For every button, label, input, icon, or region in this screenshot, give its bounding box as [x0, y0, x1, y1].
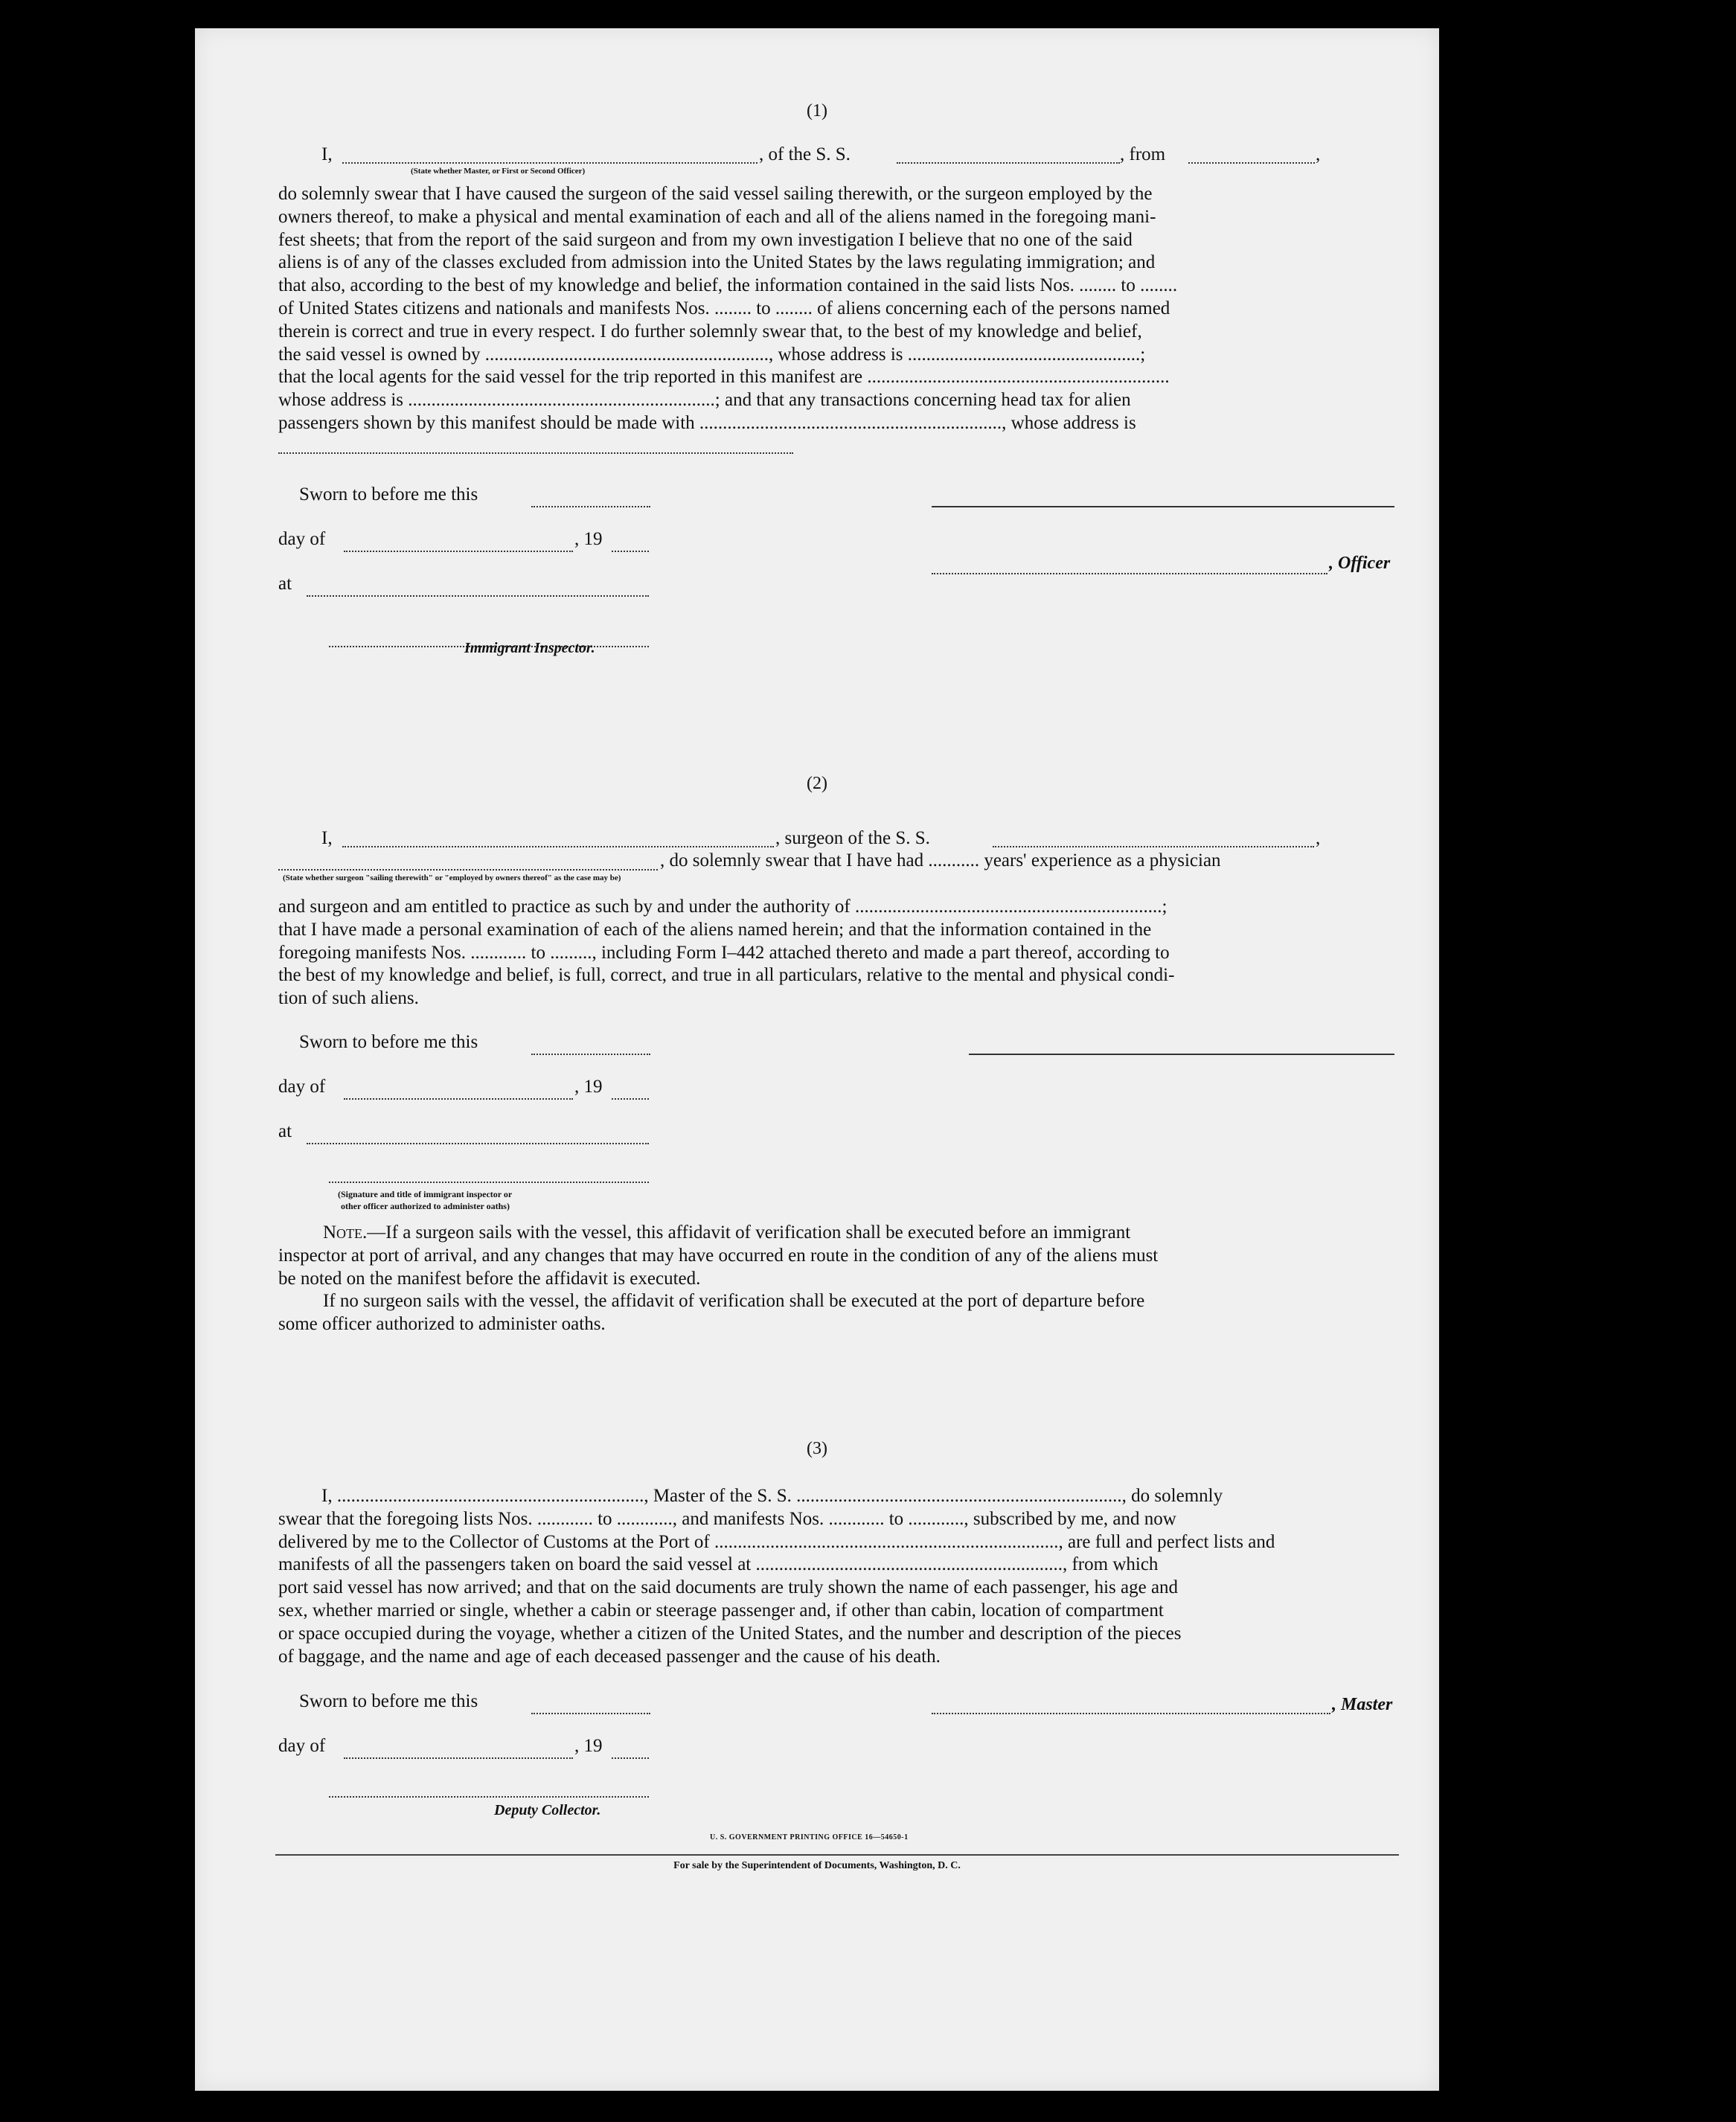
para-line: fest sheets; that from the report of the said surgeon and from my own investigation I believe that no one of the said: [278, 229, 1133, 250]
year-field-1[interactable]: [612, 536, 649, 552]
note-label: Note.: [323, 1222, 368, 1243]
para-line: owners thereof, to make a physical and mental examination of each and all of the aliens named in the foregoing mani-: [278, 206, 1156, 227]
sworn-date-field-2[interactable]: [531, 1039, 650, 1055]
day-of-label-3: day of: [278, 1736, 326, 1756]
year-label-1: , 19: [574, 529, 603, 549]
at-field-2[interactable]: [307, 1128, 649, 1144]
punch-hole: [1447, 570, 1488, 612]
para-line: the best of my knowledge and belief, is full, correct, and true in all particulars, relative to the mental and physical condi-: [278, 965, 1175, 986]
note-line: some officer authorized to administer oaths.: [278, 1314, 606, 1335]
para-line: that the local agents for the said vessel for the trip reported in this manifest are .................................................................: [278, 367, 1170, 388]
punch-hole: [1473, 1873, 1515, 1915]
para-line: that I have made a personal examination of each of the aliens named herein; and that the information contained in the: [278, 919, 1152, 940]
para-line: of baggage, and the name and age of each deceased passenger and the cause of his death.: [278, 1646, 941, 1667]
para-line: port said vessel has now arrived; and that on the said documents are truly shown the name of each passenger, his age and: [278, 1577, 1179, 1598]
year-field-3[interactable]: [612, 1743, 649, 1759]
sworn-label-2: Sworn to before me this: [299, 1032, 478, 1052]
sig-note-2: other officer authorized to administer oaths): [341, 1201, 510, 1211]
para-line: swear that the foregoing lists Nos. ............ to ............, and manifests Nos. ............ to ............, subscribed by me, and now: [278, 1508, 1176, 1529]
officer-field[interactable]: [342, 147, 758, 164]
section2-paragraph: [278, 896, 1402, 1010]
note-line: If no surgeon sails with the vessel, the affidavit of verification shall be executed at the port of departure before: [323, 1291, 1145, 1312]
officer-signature-line-top: [932, 506, 1394, 507]
section1-from-label: , from: [1120, 144, 1166, 164]
para-line: passengers shown by this manifest should be made with ................................................................., whose address is: [278, 412, 1136, 433]
punch-hole: [1473, 1040, 1515, 1082]
at-field-1[interactable]: [307, 580, 649, 597]
document-page: (1) I, , of the S. S. , from , (State whether Master, or First or Second Officer) do solemnly swear that I have caused the surgeon of the said vessel sailing therewith, or the surgeon employed by the owners thereof, to make a physical and mental examination of each and all of the aliens named in the foregoing mani- fest sheets; that from the report of the said surgeon and from my own investigation I believe that no one of the said aliens is of any of the classes excluded from admission into the United States by the laws regulating immigration; and that also, according to the best of my knowledge and belief, the information contained in the said lists Nos. ........ to ........ of United States citizens and nationals and manifests Nos. ........ to ........ of aliens concerning each of the persons named therein is correct and true in every respect. I do further solemnly swear that, to the best of my knowledge and belief, the said vessel is owned by ............................................................., whose address is ..................................................; that the local agents for the said vessel for the trip reported in this manifest are ................................................................. whose address is ..................................................................; and that any transactions concerning head tax for alien passengers shown by this manifest should be made with ................................................................., whose address is Sworn to before me this day of , 19 , Officer at Immigrant Inspector. (2) I, , surgeon of the S. S. , , do solemnly swear that I have had ........... years' experience as a physician (State whether surgeon "sailing therewith" or "employed by owners thereof" as the case may be) and surgeon and am entitled to practice as such by and under the authority of ..................................................................; that I have made a personal examination of each of the aliens named herein; and that the information contained in the foregoing manifests Nos. ............ to ........., including Form I–442 attached thereto and made a part thereof, according to the best of my knowledge and belief, is full, correct, and true in all particulars, relative to the mental and physical condi- tion of such aliens. Sworn to before me this day of , 19 at (Signature and title of immigrant inspector or other officer authorized to administer oaths) Note.—If a surgeon sails with the vessel, this affidavit of verification shall be executed before an immigrant inspector at port of arrival, and any changes that may have occurred en route in the condition of any of the aliens must be noted on the manifest before the affidavit is executed. If no surgeon sails with the vessel, the affidavit of verification shall be executed at the port of departure before some officer authorized to administer oaths. (3) I, .................................................................., Master of the S. S. ......................................................................, do solemnly swear that the foregoing lists Nos. ............ to ............, and manifests Nos. ............ to ............, subscribed by me, and now delivered by me to the Collector of Customs at the Port of .........................................................................., are full and perfect lists and manifests of all the passengers taken on board the said vessel at .................................................................., from which port said vessel has now arrived; and that on the said documents are truly shown the name of each passenger, his age and sex, whether married or single, whether a cabin or steerage passenger and, if other than cabin, location of compartment or space occupied during the voyage, whether a citizen of the United States, and the number and description of the pieces of baggage, and the name and age of each deceased passenger and the cause of his death. Sworn to before me this , Master day of , 19 Deputy Collector. U. S. GOVERNMENT PRINTING OFFICE 16—54650-1 For sale by the Superintendent of Documents, Washington, D. C.: [195, 28, 1439, 2091]
inspector-label: Immigrant Inspector.: [464, 640, 595, 656]
punch-hole: [1455, 2024, 1497, 2065]
para-line: foregoing manifests Nos. ............ to ........., including Form I–442 attached thereto and made a part thereof, according to: [278, 942, 1170, 963]
section2-heading: (2): [807, 774, 827, 793]
vessel-field[interactable]: [897, 147, 1120, 164]
section2-vessel-field[interactable]: [993, 831, 1314, 847]
from-field[interactable]: [1188, 147, 1315, 164]
head-tax-address-field[interactable]: [278, 452, 793, 454]
punch-hole: [1447, 80, 1488, 122]
section1-paragraph: [278, 183, 1402, 435]
day-of-field-3[interactable]: [344, 1743, 573, 1759]
sworn-date-field-1[interactable]: [531, 491, 650, 507]
para-line: I, .................................................................., Master of the S. S. ......................................................................, do solemnly: [321, 1486, 1223, 1506]
sig-note-1: (Signature and title of immigrant inspector or: [338, 1189, 513, 1199]
section1-ss-label: , of the S. S.: [759, 144, 851, 164]
year-field-2[interactable]: [612, 1083, 649, 1100]
gpo-imprint: U. S. GOVERNMENT PRINTING OFFICE 16—54650-1: [710, 1833, 909, 1841]
at-label-1: at: [278, 574, 292, 594]
footer-rule: [275, 1854, 1399, 1856]
section2-line2: , do solemnly swear that I have had ........... years' experience as a physician: [660, 850, 1221, 871]
para-line: manifests of all the passengers taken on board the said vessel at .................................................................., from which: [278, 1554, 1159, 1575]
para-line: do solemnly swear that I have caused the surgeon of the said vessel sailing therewith, or the surgeon employed by the: [278, 184, 1153, 204]
section1-heading: (1): [807, 101, 827, 121]
day-of-label-2: day of: [278, 1077, 326, 1097]
collector-label: Deputy Collector.: [494, 1802, 601, 1818]
day-of-field-2[interactable]: [344, 1083, 573, 1100]
day-of-label-1: day of: [278, 529, 326, 549]
section2-note: (State whether surgeon "sailing therewith" or "employed by owners thereof" as the case may be): [283, 874, 621, 882]
para-line: sex, whether married or single, whether a cabin or steerage passenger and, if other than cabin, location of compartment: [278, 1600, 1164, 1621]
section2-ss-label: , surgeon of the S. S.: [775, 828, 930, 848]
officer-signature-field[interactable]: [932, 558, 1327, 574]
punch-hole: [1455, 1390, 1497, 1432]
sworn-date-field-3[interactable]: [531, 1698, 650, 1714]
surgeon-status-field[interactable]: [278, 854, 658, 871]
master-signature-field[interactable]: [932, 1698, 1330, 1714]
section3-paragraph: [278, 1485, 1402, 1668]
punch-hole: [1455, 1513, 1497, 1555]
section2-i: I,: [321, 828, 333, 848]
note-line: be noted on the manifest before the affidavit is executed.: [278, 1268, 701, 1289]
para-line: that also, according to the best of my knowledge and belief, the information contained in the said lists Nos. ........ to ........: [278, 275, 1178, 296]
section3-heading: (3): [807, 1439, 827, 1458]
surgeon-name-field[interactable]: [342, 831, 774, 847]
para-line: and surgeon and am entitled to practice as such by and under the authority of ..................................................................;: [278, 897, 1168, 917]
officer-label: , Officer: [1329, 554, 1391, 573]
para-line: tion of such aliens.: [278, 988, 419, 1009]
sworn-label-1: Sworn to before me this: [299, 484, 478, 504]
surgeon-signature-line: [969, 1054, 1394, 1055]
note-line: inspector at port of arrival, and any changes that may have occurred en route in the condition of any of the aliens must: [278, 1245, 1159, 1266]
year-label-3: , 19: [574, 1736, 603, 1756]
year-label-2: , 19: [574, 1077, 603, 1097]
collector-signature-field[interactable]: [329, 1781, 649, 1798]
para-line: the said vessel is owned by ............................................................., whose address is ..................................................;: [278, 344, 1146, 365]
inspector-signature-field-2[interactable]: [329, 1167, 649, 1183]
note-line: —If a surgeon sails with the vessel, this affidavit of verification shall be executed before an immigrant: [367, 1222, 1131, 1243]
section1-i: I,: [321, 144, 333, 164]
para-line: aliens is of any of the classes excluded from admission into the United States by the laws regulating immigration; and: [278, 252, 1156, 273]
day-of-field-1[interactable]: [344, 536, 573, 552]
section1-note: (State whether Master, or First or Second Officer): [411, 167, 586, 176]
sworn-label-3: Sworn to before me this: [299, 1691, 478, 1711]
sale-notice: For sale by the Superintendent of Documents, Washington, D. C.: [673, 1860, 961, 1871]
punch-hole: [1470, 232, 1512, 274]
note-paragraph: [278, 1222, 1402, 1336]
para-line: or space occupied during the voyage, whether a citizen of the United States, and the number and description of the pieces: [278, 1623, 1182, 1644]
at-label-2: at: [278, 1121, 292, 1141]
master-label: , Master: [1332, 1695, 1393, 1714]
para-line: of United States citizens and nationals and manifests Nos. ........ to ........ of aliens concerning each of the persons named: [278, 298, 1170, 318]
para-line: whose address is ..................................................................; and that any transactions concerning head tax for alien: [278, 390, 1131, 411]
punch-hole: [1447, 698, 1488, 740]
para-line: delivered by me to the Collector of Customs at the Port of .........................................................................., are full and perfect lists and: [278, 1531, 1275, 1552]
para-line: therein is correct and true in every respect. I do further solemnly swear that, to the best of my knowledge and belief,: [278, 321, 1142, 342]
